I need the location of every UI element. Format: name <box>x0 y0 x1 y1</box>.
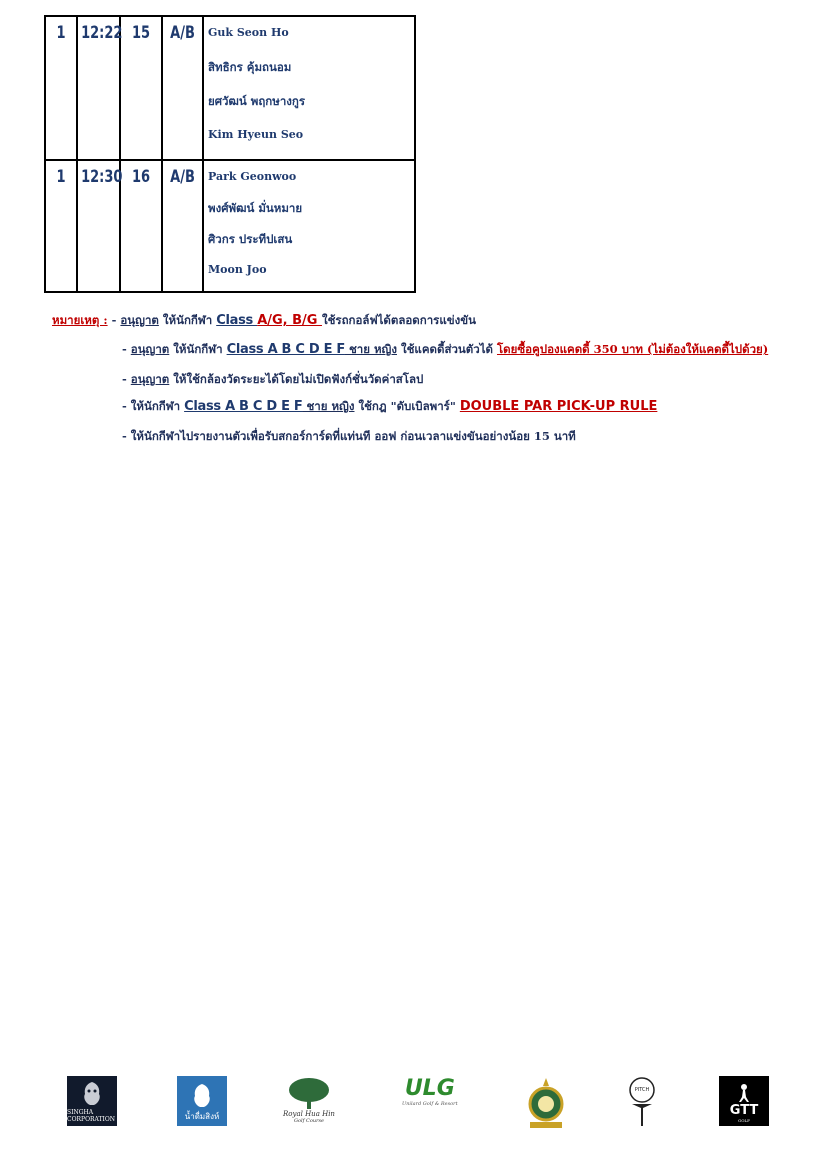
class-cell: A/B <box>165 160 200 292</box>
royal-hua-hin-logo <box>283 1076 335 1124</box>
gender-text: ชาย หญิง <box>344 342 397 356</box>
player-name: ศิวกร ประทีปเสน <box>208 232 293 246</box>
logo-text: PITCH <box>634 1087 650 1093</box>
pitch-logo <box>626 1076 658 1128</box>
note-line-5 <box>122 428 576 446</box>
class-text: Class A B C D E F <box>184 399 303 414</box>
note-text: ใช้กฎ "ดับเบิลพาร์" <box>354 399 460 413</box>
lion-icon <box>187 1082 217 1110</box>
sponsor-logos <box>0 1070 830 1140</box>
logo-subtext: Unilard Golf & Resort <box>402 1101 458 1107</box>
note-text: ให้ใช้กล้องวัดระยะได้โดยไม่เปิดฟังก์ชั่นวัดค่าสโลป <box>169 372 424 386</box>
allow-text: อนุญาต <box>130 342 170 356</box>
class-red-text: A/G, B/G <box>257 313 322 328</box>
notes-label: หมายเหตุ : <box>52 313 108 327</box>
player-name: Park Geonwoo <box>208 170 297 183</box>
tee-time-table <box>44 15 416 293</box>
flight-cell: 1 <box>47 160 74 292</box>
player-name: พงศ์พัฒน์ มั่นหมาย <box>208 201 303 215</box>
player-name: สิทธิกร คุ้มถนอม <box>208 60 292 74</box>
note-line-4 <box>122 398 657 416</box>
logo-text: GTT <box>729 1103 759 1118</box>
singha-corporation-logo <box>67 1076 117 1126</box>
player-name: ยศวัฒน์ พฤกษางกูร <box>208 94 306 108</box>
flight-cell: 1 <box>47 16 74 160</box>
hole-cell: 15 <box>123 16 159 160</box>
time-cell: 12:22 <box>80 16 117 160</box>
players-cell <box>203 160 415 292</box>
class-text: Class <box>216 313 258 328</box>
table-row <box>45 16 415 160</box>
time-cell: 12:30 <box>80 160 117 292</box>
class-text: Class A B C D E F <box>226 342 345 357</box>
note-line-3 <box>122 371 423 389</box>
player-name: Kim Hyeun Seo <box>208 128 304 141</box>
player-name: Moon Joo <box>208 263 267 276</box>
note-line-1 <box>52 312 476 330</box>
lion-icon <box>77 1079 107 1109</box>
note-text: ใช้แคดดี้ส่วนตัวได้ <box>396 342 497 356</box>
golf-tee-icon <box>626 1076 658 1128</box>
dash: - <box>122 342 131 356</box>
table-row <box>45 160 415 292</box>
note-text: ให้นักกีฬา <box>169 342 227 356</box>
note-text: ใช้รถกอล์ฟได้ตลอดการแข่งขัน <box>321 313 476 327</box>
logo-subtext: GOLF <box>738 1118 750 1123</box>
logo-text: SINGHA CORPORATION <box>67 1109 116 1123</box>
tree-icon <box>287 1076 331 1110</box>
double-par-rule-text: DOUBLE PAR PICK-UP RULE <box>459 399 658 414</box>
players-cell <box>203 16 415 160</box>
crest-logo <box>524 1076 568 1132</box>
player-name: Guk Seon Ho <box>208 26 289 39</box>
logo-text: Royal Hua Hin <box>283 1110 335 1118</box>
gender-text: ชาย หญิง <box>302 399 355 413</box>
caddie-coupon-text: โดยซื้อคูปองแคดดี้ 350 บาท (ไม่ต้องให้แคดดี้ไปด้วย) <box>496 342 769 356</box>
golfer-icon <box>734 1083 754 1103</box>
hole-cell: 16 <box>123 160 159 292</box>
note-text: - ให้นักกีฬา <box>122 399 185 413</box>
dash: - <box>111 313 121 327</box>
logo-text: น้ำดื่มสิงห์ <box>184 1112 220 1121</box>
logo-text: ULG <box>404 1076 455 1101</box>
gtt-logo <box>719 1076 769 1126</box>
ulg-logo <box>402 1076 458 1107</box>
note-text: - ให้นักกีฬาไปรายงานตัวเพื่อรับสกอร์การ์ดที่แท่นที ออฟ ก่อนเวลาแข่งขันอย่างน้อย 15 นาที <box>122 429 576 443</box>
allow-text: อนุญาต <box>120 313 159 327</box>
crest-icon <box>524 1076 568 1132</box>
dash: - <box>122 372 131 386</box>
logo-subtext: Golf Course <box>293 1118 324 1124</box>
note-line-2 <box>122 341 768 359</box>
singha-water-logo <box>177 1076 227 1126</box>
class-cell: A/B <box>165 16 200 160</box>
note-text: ให้นักกีฬา <box>158 313 217 327</box>
allow-text: อนุญาต <box>130 372 170 386</box>
